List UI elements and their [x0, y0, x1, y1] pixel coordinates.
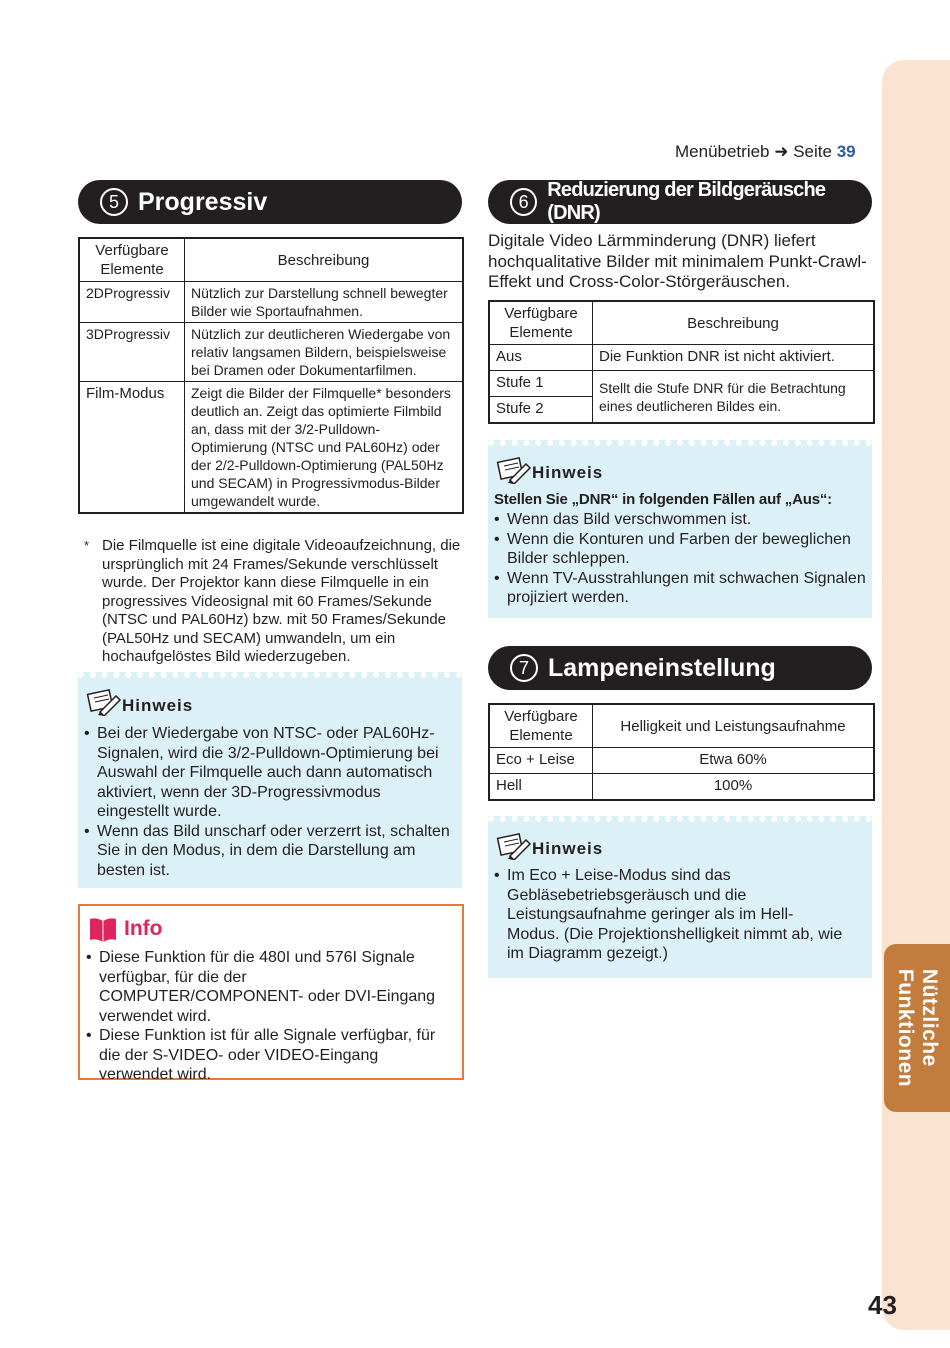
table-cell: Zeigt die Bilder der Filmquelle* besonders deutlich an. Zeigt das optimierte Filmbild an, dass mit der 3/2-Pulldown-Optimierung (NTSC und PAL60Hz) oder der 2/2-Pulldown-Optimierung (PAL50Hz und SECAM) in Progressivmodus-Bilder umgewandelt wurde. — [185, 382, 464, 514]
chapter-tab-line1: Nützliche — [918, 968, 941, 1067]
footnote-text: Die Filmquelle ist eine digitale Videoaufzeichnung, die ursprünglich mit 24 Frames/Sekunde verschlüsselt wurde. Der Projektor kann diese Filmquelle in ein progressives Videosignal mit 60 Frames/Sekunde (NTSC und PAL60Hz) bzw. mit 50 Frames/Sekunde (PAL50Hz und SECAM) umwandeln, um ein hochaufgelöstes Bild wiederzugeben. — [102, 537, 461, 665]
table-row — [489, 345, 874, 371]
dnr-col2-header: Beschreibung — [593, 301, 875, 345]
dnr-title: Reduzierung der Bildgeräusche (DNR) — [547, 179, 826, 224]
lamp-title: Lampeneinstellung — [548, 653, 776, 682]
table-row — [489, 748, 874, 774]
hint-subtitle: Stellen Sie „DNR“ in folgenden Fällen auf „Aus“: — [494, 491, 832, 508]
table-cell: Die Funktion DNR ist nicht aktiviert. — [593, 345, 875, 371]
dnr-heading — [488, 180, 872, 224]
hint-title: Hinweis — [532, 463, 604, 482]
book-icon — [88, 916, 118, 944]
info-title: Info — [124, 917, 163, 940]
table-cell: Film-Modus — [79, 382, 185, 514]
table-cell: Eco + Leise — [489, 748, 593, 774]
progressiv-title: Progressiv — [138, 187, 268, 216]
dnr-table — [488, 300, 875, 424]
menu-reference-page[interactable]: 39 — [836, 142, 856, 161]
table-cell: Nützlich zur deutlicheren Wiedergabe von relativ langsamen Bildern, beispielsweise bei Dramen oder Dokumentarfilmen. — [185, 323, 464, 382]
list-item: • Diese Funktion ist für alle Signale verfügbar, für die der S-VIDEO- oder VIDEO-Eingang verwendet wird. — [86, 1026, 450, 1085]
dnr-col1-header: Verfügbare Elemente — [489, 301, 593, 345]
chapter-tab[interactable] — [884, 944, 950, 1112]
table-cell: 3DProgressiv — [79, 323, 185, 382]
chapter-tab-line2: Funktionen — [894, 968, 917, 1088]
pencil-icon — [86, 688, 122, 716]
progressiv-col1-header: Verfügbare Elemente — [79, 238, 185, 282]
section-number-6: 6 — [510, 188, 537, 216]
info-list — [86, 948, 450, 1085]
table-cell: Stellt die Stufe DNR für die Betrachtung eines deutlicheren Bildes ein. — [593, 371, 875, 424]
list-item: • Wenn TV-Ausstrahlungen mit schwachen Signalen projiziert werden. — [494, 569, 866, 608]
hint-list — [494, 866, 844, 964]
table-row — [79, 282, 463, 323]
pencil-icon — [496, 832, 532, 860]
table-cell: Nützlich zur Darstellung schnell bewegter Bilder wie Sportaufnahmen. — [185, 282, 464, 323]
list-item: • Wenn die Konturen und Farben der beweglichen Bilder schleppen. — [494, 530, 866, 569]
list-item: • Wenn das Bild verschwommen ist. — [494, 510, 866, 530]
progressiv-heading — [78, 180, 462, 224]
hint-list — [84, 724, 454, 880]
progressiv-table — [78, 237, 464, 514]
table-cell: Stufe 1 — [489, 371, 593, 397]
menu-reference-text: Menübetrieb ➜ Seite — [675, 142, 832, 161]
lamp-col1-header: Verfügbare Elemente — [489, 704, 593, 748]
table-cell: Hell — [489, 774, 593, 801]
table-cell: Stufe 2 — [489, 397, 593, 424]
list-item: • Diese Funktion für die 480I und 576I Signale verfügbar, für die der COMPUTER/COMPONENT- oder DVI-Eingang verwendet wird. — [86, 948, 450, 1026]
table-cell: Aus — [489, 345, 593, 371]
side-strip — [882, 60, 950, 1330]
section-number-5: 5 — [100, 188, 128, 216]
lamp-heading — [488, 646, 872, 690]
menu-reference[interactable] — [675, 142, 856, 162]
list-item: • Bei der Wiedergabe von NTSC- oder PAL60Hz-Signalen, wird die 3/2-Pulldown-Optimierung bei Auswahl der Filmquelle auch dann automatisch aktiviert, wenn der 3D-Progressivmodus eingestellt wurde. — [84, 724, 454, 822]
dnr-intro: Digitale Video Lärmminderung (DNR) liefert hochqualitative Bilder mit minimalem Punkt-Crawl-Effekt und Cross-Color-Störgeräuschen. — [488, 231, 867, 291]
hint-title: Hinweis — [122, 696, 194, 715]
list-item: • Im Eco + Leise-Modus sind das Gebläsebetriebsgeräusch und die Leistungsaufnahme geringer als im Hell-Modus. (Die Projektionshelligkeit nimmt ab, wie im Diagramm gezeigt.) — [494, 866, 844, 964]
table-row — [489, 774, 874, 801]
table-row — [79, 382, 463, 514]
page-number: 43 — [868, 1290, 897, 1320]
hint-list — [494, 510, 866, 608]
table-row — [489, 371, 874, 397]
chapter-tab-label — [893, 969, 941, 1087]
hint-title: Hinweis — [532, 839, 604, 858]
table-cell: Etwa 60% — [593, 748, 875, 774]
progressiv-col2-header: Beschreibung — [185, 238, 464, 282]
table-row — [79, 323, 463, 382]
lamp-table — [488, 703, 875, 801]
pencil-icon — [496, 456, 532, 484]
lamp-col2-header: Helligkeit und Leistungsaufnahme — [593, 704, 875, 748]
table-cell: 2DProgressiv — [79, 282, 185, 323]
footnote-mark: * — [84, 538, 90, 553]
list-item: • Wenn das Bild unscharf oder verzerrt ist, schalten Sie in den Modus, in dem die Darstellung am besten ist. — [84, 822, 454, 881]
section-number-7: 7 — [510, 654, 538, 682]
table-cell: 100% — [593, 774, 875, 801]
